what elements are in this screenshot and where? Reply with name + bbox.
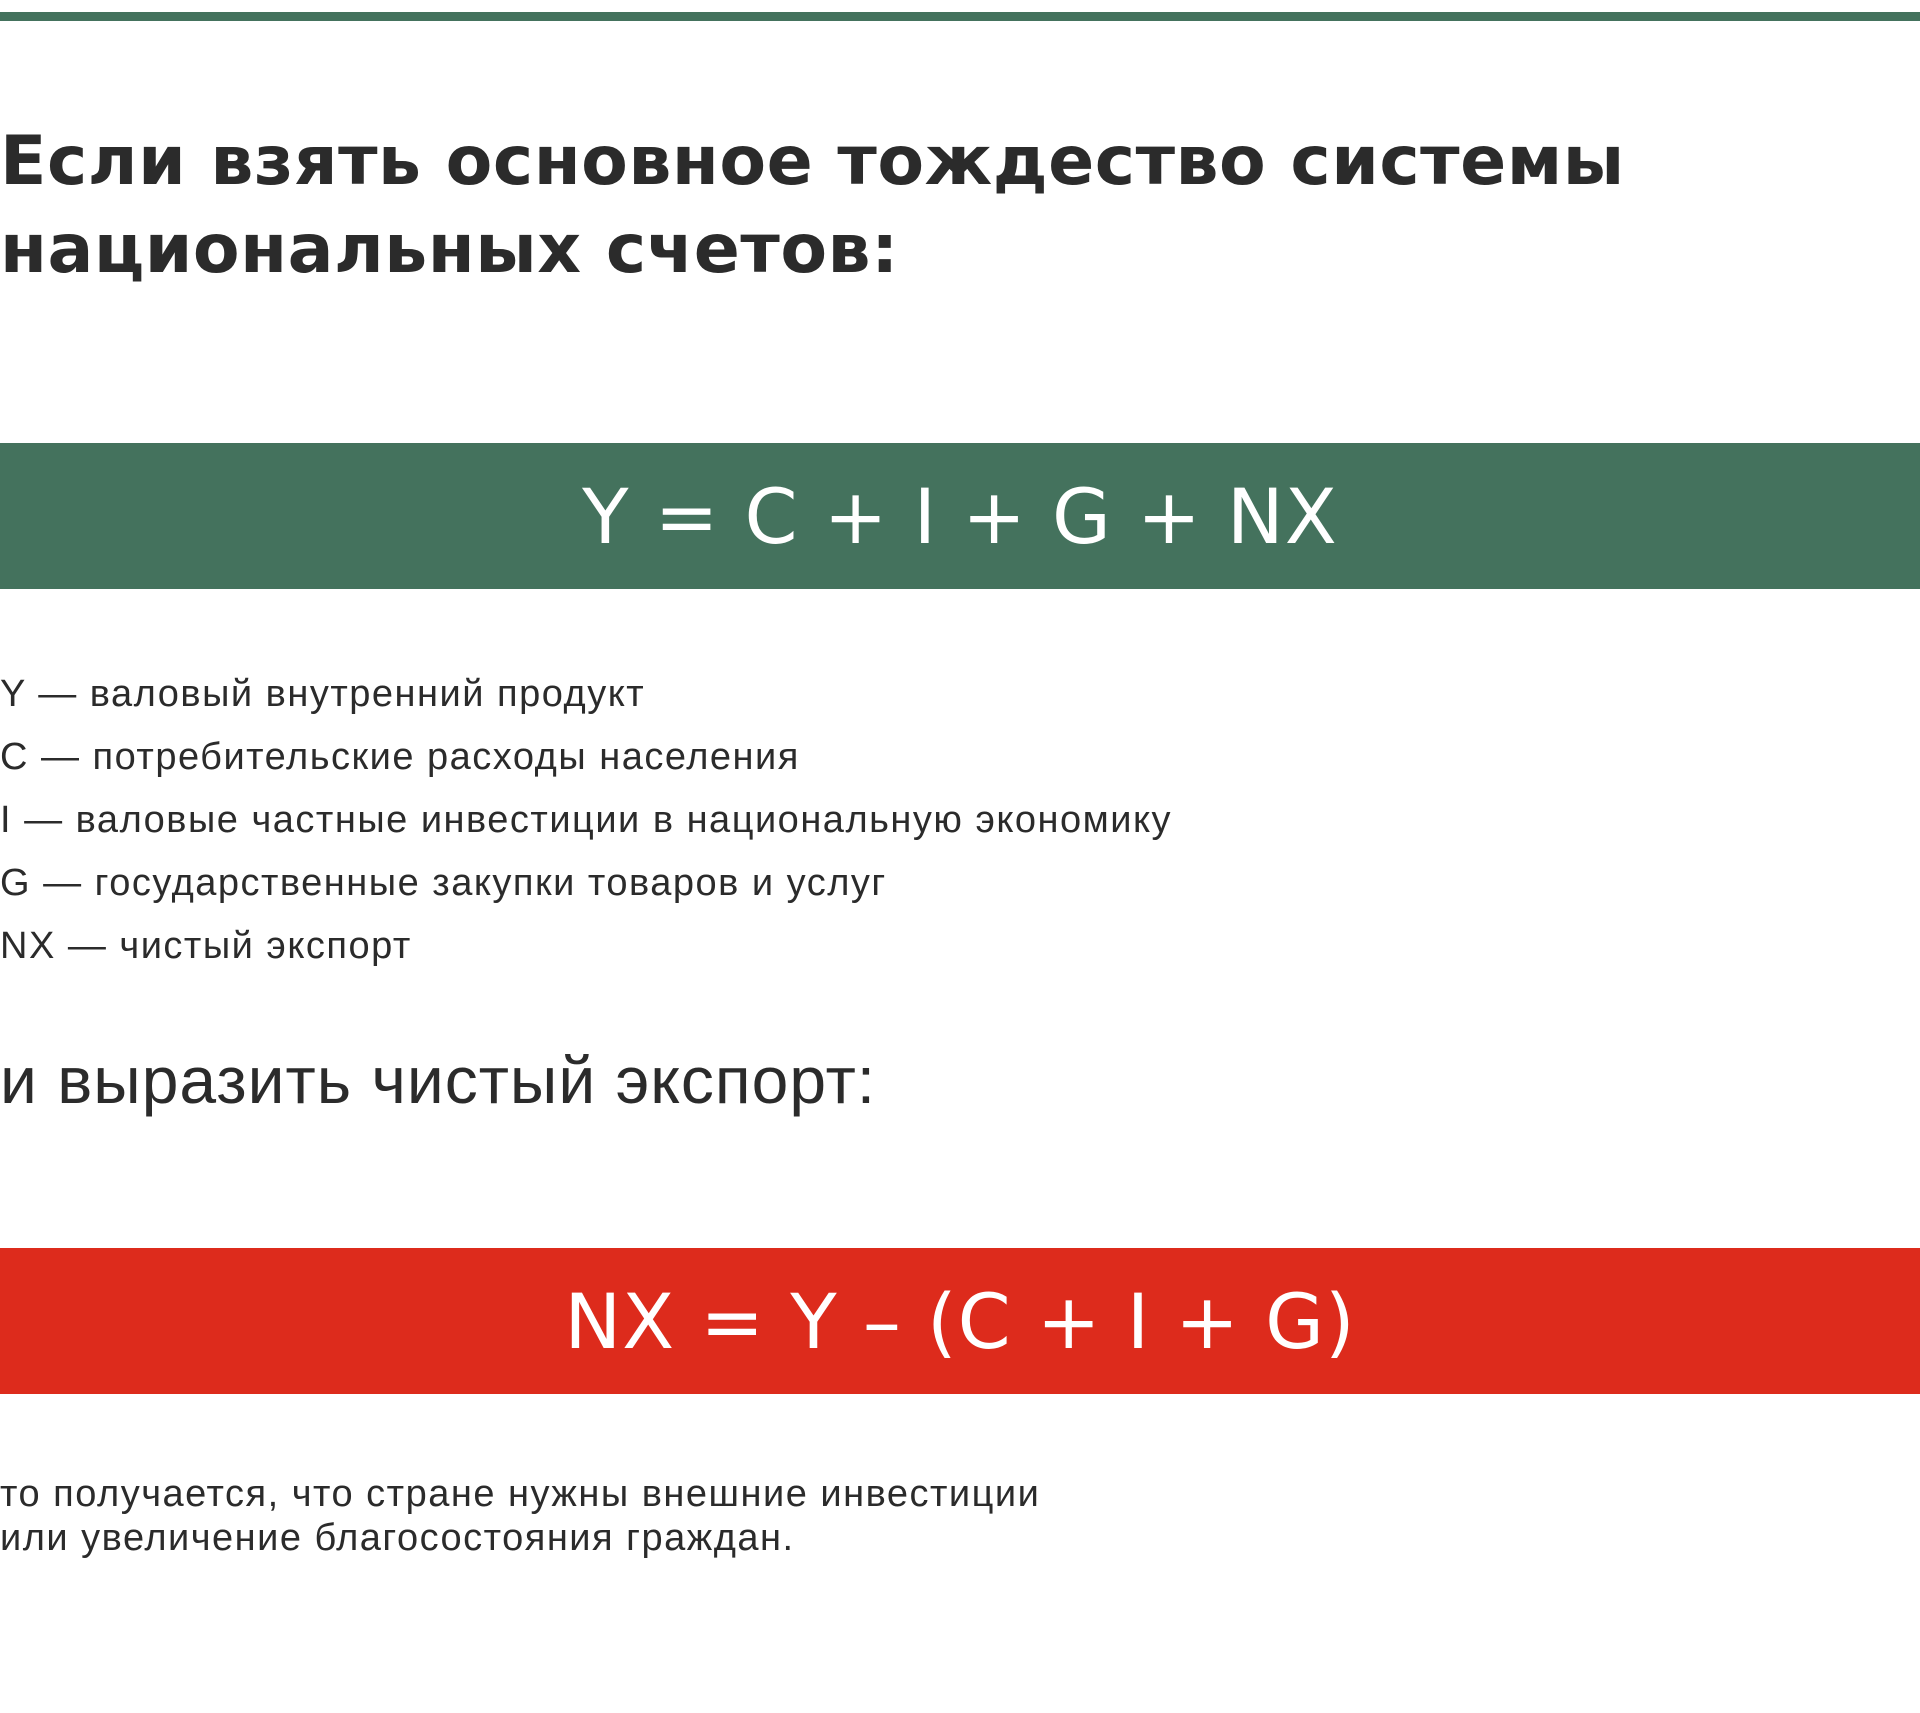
top-divider [0, 12, 1920, 21]
conclusion-text [0, 1472, 1040, 1560]
legend-item-i: I — валовые частные инвестиции в национальную экономику [0, 799, 1173, 841]
page-title [0, 118, 1800, 294]
subheading: и выразить чистый экспорт: [0, 1043, 877, 1117]
legend-item-nx: NX — чистый экспорт [0, 925, 412, 967]
page-title-line-2: национальных счетов: [0, 210, 899, 289]
page-title-line-1: Если взять основное тождество системы [0, 122, 1625, 201]
legend-item-c: C — потребительские расходы населения [0, 736, 800, 778]
net-export-formula: NX = Y – (C + I + G) [564, 1276, 1356, 1366]
legend-item-g: G — государственные закупки товаров и услуг [0, 862, 887, 904]
conclusion-line-1: то получается, что стране нужны внешние инвестиции [0, 1473, 1041, 1515]
legend-item-y: Y — валовый внутренний продукт [0, 673, 646, 715]
gdp-identity-banner [0, 443, 1920, 589]
conclusion-line-2: или увеличение благосостояния граждан. [0, 1517, 795, 1559]
net-export-banner [0, 1248, 1920, 1394]
variables-legend [0, 663, 1172, 978]
gdp-identity-formula: Y = C + I + G + NX [582, 471, 1338, 561]
